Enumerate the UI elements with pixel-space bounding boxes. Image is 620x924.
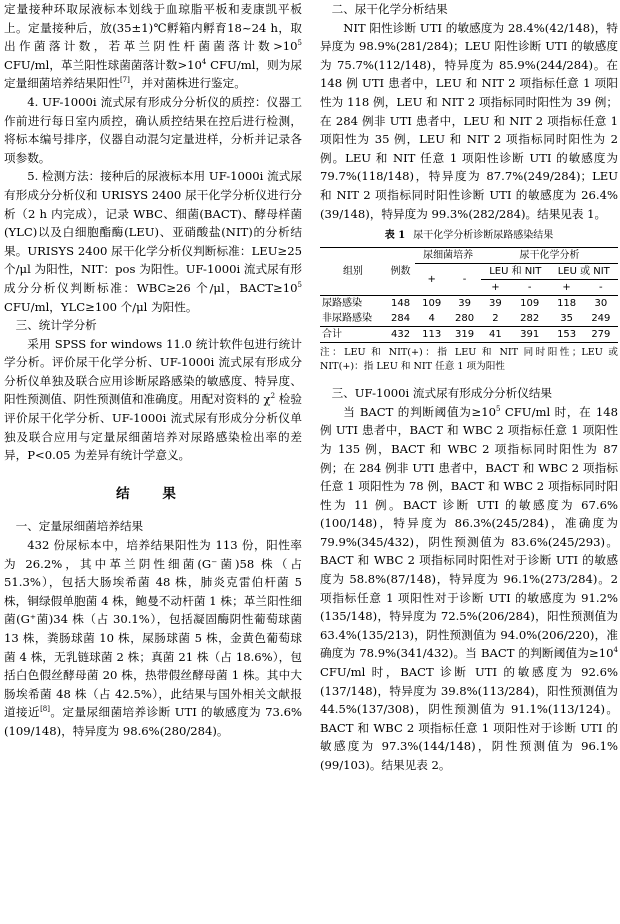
header-or: LEU 或 NIT [550, 264, 619, 280]
section-heading-uf1000i: 三、UF-1000i 流式尿有形成分分析仪结果 [331, 386, 553, 401]
paragraph-culture-results: 432 份尿标本中，培养结果阳性为 113 份，阳性率为 26.2%，其中革兰阴性细菌(G⁻菌)58 株（占 51.3%），包括大肠埃希菌 48 株，肺炎克雷伯杆菌 5 株，铜绿假单胞菌 4 株，鲍曼不动杆菌 1 株；革兰阳性细菌(G⁺菌)34 株（占 30.1%），包括凝固酶阴性葡萄球菌 13 株，粪肠球菌 10 株，屎肠球菌 5 株，金黄色葡萄球菌 4 株，无乳链球菌 2 株；真菌 21 株（占 18.6%），包括白色假丝酵母菌 20 株，热带假丝酵母菌 1 株。其中大肠埃希菌 48 株（占 42.5%），此结果与国外相关文献报道接近[8]。定量尿细菌培养诊断 UTI 的敏感度为 73.6%(109/148)，特异度为 98.6%(280/284)。 [4, 538, 302, 738]
table-row: 非尿路感染 284 4 280 2 282 35 249 [322, 313, 611, 325]
paragraph-qc: 4. UF-1000i 流式尿有形成分分析仪的质控：仪器工作前进行每日室内质控，确认质控结果在控后进行检测，将标本编号排序，仪器自动混匀定量进样，分析并记录各项参数。 [4, 94, 302, 165]
table-row-total: 合计 432 113 319 41 391 153 279 [320, 327, 618, 343]
header-dry-chem: 尿干化学分析 [481, 248, 618, 264]
paragraph-culture-method: 定量接种环取尿液标本划线于血琼脂平板和麦康凯平板上。定量接种后，放(35±1)℃孵箱内孵育18~24 h，取出作菌落计数，若革兰阴性杆菌菌落计数$>10^5$ CFU/ml，革兰阳性球菌菌落计数$>10^4$ CFU/ml，则为尿定量细菌培养结果阳性[7]，并对菌株进行鉴定。 [4, 2, 303, 91]
table-row: 尿路感染 148 109 39 39 109 118 30 [320, 296, 618, 312]
section-heading-statistics: 三、统计学分析 [15, 318, 97, 333]
header-culture-neg: - [462, 274, 467, 286]
results-table [320, 247, 618, 343]
table-caption [320, 229, 618, 243]
citation: [8] [40, 705, 50, 714]
paragraph-dry-chem-results: NIT 阳性诊断 UTI 的敏感度为 28.4%(42/148)，特异度为 98.9%(281/284)；LEU 阳性诊断 UTI 的敏感度为 75.7%(112/148)，特异度为 85.9%(244/284)。在 148 例 UTI 患者中，LEU 和 NIT 2 项指标任意 1 项阳性为 118 例，LEU 和 NIT 2 项指标同时阳性为 39 例；在 284 例非 UTI 患者中，LEU 和 NIT 2 项指标任意 1 项阳性为 35 例，LEU 和 NIT 2 项指标同时阳性为 2 例。LEU 和 NIT 任意 1 项阳性诊断 UTI 的敏感度为 79.7%(118/148)，特异度为 87.7%(249/284)；LEU 和 NIT 2 项指标同时阳性诊断 UTI 的敏感度为 26.4%(39/148)，特异度为 99.3%(282/284)。结果见表 1。 [320, 20, 618, 221]
section-heading-culture-results: 一、定量尿细菌培养结果 [15, 519, 144, 534]
table-title: 尿干化学分析诊断尿路感染结果 [413, 230, 554, 242]
table-note: 注：LEU 和 NIT(+)：指 LEU 和 NIT 同时阳性；LEU 或 NIT(+)：指 LEU 和 NIT 任意 1 项为阳性 [320, 347, 618, 373]
citation: [7] [119, 76, 130, 85]
header-group: 组别 [320, 248, 386, 296]
header-and-pos: + [491, 282, 500, 294]
header-and: LEU 和 NIT [481, 264, 549, 280]
header-or-pos: + [562, 282, 571, 294]
right-column [320, 0, 618, 775]
paragraph-uf1000i-results: 当 BACT 的判断阈值为$\ge 10^5$ CFU/ml 时，在 148 例 UTI 患者中，BACT 和 WBC 2 项指标任意 1 项阳性为 135 例，BACT 和 WBC 2 项指标同时阳性为 87 例；在 284 例非 UTI 患者中，BACT 和 WBC 2 项指标任意 1 项阳性为 78 例，BACT 和 WBC 2 项指标同时阳性为 11 例。BACT 诊断 UTI 的敏感度为 67.6%(100/148)，特异度为 86.3%(245/284)，准确度为 79.9%(345/432)，阴性预测值为 83.6%(245/293)。BACT 和 WBC 2 项指标同时阳性对于诊断 UTI 的敏感度为 58.8%(87/148)，特异度为 96.1%(273/284)。2 项指标任意 1 项阳性对于诊断 UTI 的敏感度为 91.2%(135/148)，特异度为 72.5%(206/284)，阳性预测值为 63.4%(135/213)，阴性预测值为 94.0%(206/220)，准确度为 78.9%(341/432)。当 BACT 的判断阈值为$\ge 10^4$ CFU/ml 时，BACT 诊断 UTI 的敏感度为 92.6%(137/148)，特异度为 39.8%(113/284)，阳性预测值为 44.5%(137/308)，阴性预测值为 91.1%(113/124)。BACT 和 WBC 2 项指标任意 1 项阳性对于诊断 UTI 的敏感度为 97.3%(144/148)，阴性预测值为 96.1%(99/103)。结果见表 2。 [320, 404, 618, 772]
header-culture: 尿细菌培养 [415, 248, 481, 264]
header-culture-pos: + [427, 274, 436, 286]
left-column [4, 0, 302, 741]
header-cases: 例数 [386, 248, 415, 296]
paragraph-statistics: 采用 SPSS for windows 11.0 统计软件包进行统计学分析。评价尿干化学分析、UF-1000i 流式尿有形成分分析仪单独及联合应用诊断尿路感染的敏感度、特异度、阳性预测值、阴性预测值和准确度。用配对资料的 $\chi^2$ 检验评价尿干化学分析、UF-1000i 流式尿有形成分分析仪单独及联合应用与定量尿细菌培养对尿路感染检出率的差异，P<0.05 为差异有统计学意义。 [4, 336, 303, 463]
section-heading-dry-chem: 二、尿干化学分析结果 [331, 2, 448, 16]
header-or-neg: - [599, 282, 603, 294]
table-number: 表 1 [384, 230, 406, 242]
header-and-neg: - [527, 282, 532, 294]
paragraph-detection-method: 5. 检测方法：接种后的尿液标本用 UF-1000i 流式尿有形成分分析仪和 URISYS 2400 尿干化学分析仪进行分析（2 h 内完成），记录 WBC、细菌(BACT)、酵母样菌(YLC)以及白细胞酯酶(LEU)、亚硝酸盐(NIT)的分析结果。URISYS 2400 尿干化学分析仪判断标准：LEU≥25 个/μl 为阳性，NIT：pos 为阳性。UF-1000i 流式尿有形成分分析仪判断标准：WBC≥26 个/μl，$BACT\ge 10^5$ CFU/ml，YLC≥100 个/μl 为阳性。 [4, 169, 302, 314]
results-heading: 结 果 [116, 485, 190, 502]
